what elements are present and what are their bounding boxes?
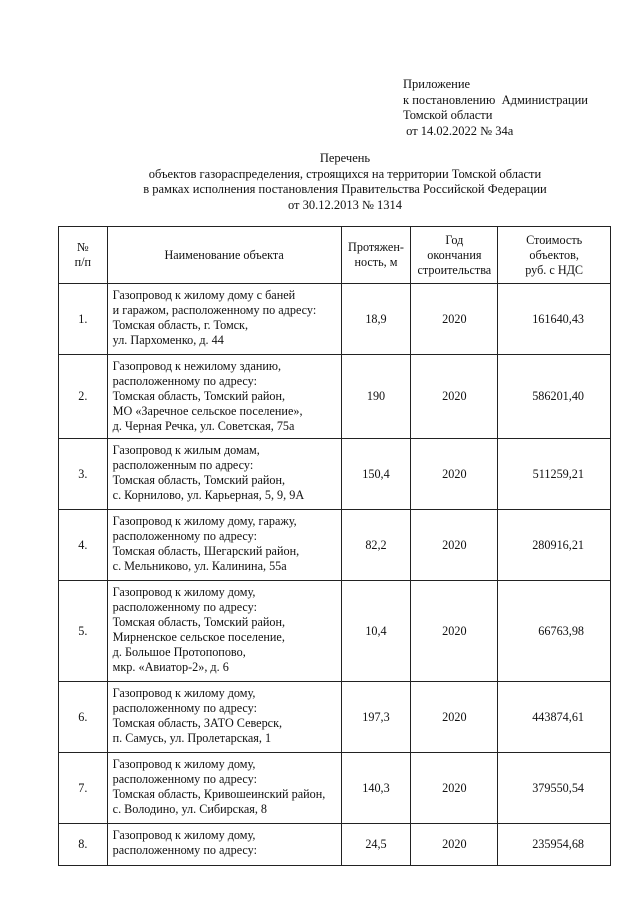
- table-row: [59, 284, 611, 355]
- appendix-line: Приложение: [403, 77, 471, 91]
- object-name-line: Томская область, ЗАТО Северск,: [112, 716, 283, 730]
- object-name-line: Газопровод к жилому дому,: [112, 757, 256, 771]
- row-number: 2.: [59, 355, 108, 439]
- header-year: [411, 227, 498, 284]
- row-number: 1.: [59, 284, 108, 355]
- object-name-line: Томская область, г. Томск,: [112, 318, 249, 332]
- object-cost: 586201,40: [498, 355, 611, 439]
- header-num-line: №: [77, 240, 89, 254]
- completion-year: 2020: [411, 284, 498, 355]
- object-name-line: Газопровод к жилому дому,: [112, 686, 256, 700]
- object-name-line: и гаражом, расположенному по адресу:: [112, 303, 317, 317]
- completion-year: 2020: [411, 753, 498, 824]
- object-name-line: МО «Заречное сельское поселение»,: [112, 404, 303, 418]
- completion-year: 2020: [411, 510, 498, 581]
- object-name: [107, 682, 341, 753]
- header-cost-line: Стоимость: [526, 232, 583, 247]
- table-row: [59, 753, 611, 824]
- object-name-line: с. Мельниково, ул. Калинина, 55а: [112, 559, 287, 573]
- object-cost: 161640,43: [498, 284, 611, 355]
- object-name-line: Газопровод к нежилому зданию,: [112, 359, 282, 373]
- object-length: 82,2: [341, 510, 411, 581]
- object-name-line: Газопровод к жилым домам,: [112, 443, 260, 457]
- object-name-line: д. Большое Протопопово,: [112, 645, 246, 659]
- completion-year: 2020: [411, 682, 498, 753]
- title-line: Перечень: [319, 151, 371, 165]
- appendix-line: от 14.02.2022 № 34а: [403, 123, 514, 138]
- object-name-line: расположенному по адресу:: [112, 374, 257, 388]
- title-line: объектов газораспределения, строящихся на территории Томской области: [148, 166, 542, 181]
- object-length: 197,3: [341, 682, 411, 753]
- header-num: [59, 227, 108, 284]
- object-cost: 379550,54: [498, 753, 611, 824]
- object-name: [107, 439, 341, 510]
- object-name-line: Газопровод к жилому дому,: [112, 585, 256, 599]
- completion-year: 2020: [411, 824, 498, 866]
- object-name-line: Томская область, Томский район,: [112, 473, 286, 487]
- object-name: [107, 581, 341, 682]
- object-name-line: с. Володино, ул. Сибирская, 8: [112, 802, 268, 816]
- appendix-line: Томской области: [403, 108, 493, 122]
- table-header-row: [59, 227, 611, 284]
- object-name-line: Газопровод к жилому дому, гаражу,: [112, 514, 297, 528]
- appendix-line: к постановлению Администрации: [403, 92, 588, 107]
- header-cost: [498, 227, 611, 284]
- object-name: [107, 510, 341, 581]
- object-cost: 443874,61: [498, 682, 611, 753]
- object-name-line: расположенным по адресу:: [112, 458, 254, 472]
- object-cost: 511259,21: [498, 439, 611, 510]
- title-line: от 30.12.2013 № 1314: [287, 197, 403, 212]
- header-length-line: Протяжен-: [348, 240, 404, 254]
- object-length: 190: [341, 355, 411, 439]
- object-name-line: ул. Пархоменко, д. 44: [112, 333, 224, 347]
- object-name-line: Томская область, Кривошеинский район,: [112, 787, 326, 801]
- header-year-line: Год: [445, 232, 464, 247]
- title-line: в рамках исполнения постановления Правительства Российской Федерации: [143, 182, 547, 196]
- object-name-line: п. Самусь, ул. Пролетарская, 1: [112, 731, 272, 745]
- table-row: [59, 581, 611, 682]
- object-name-line: мкр. «Авиатор-2», д. 6: [112, 660, 229, 674]
- object-name-line: д. Черная Речка, ул. Советская, 75а: [112, 419, 295, 433]
- object-length: 18,9: [341, 284, 411, 355]
- table-row: [59, 439, 611, 510]
- object-name-line: Газопровод к жилому дому,: [112, 828, 256, 842]
- header-year-line: строительства: [417, 262, 492, 277]
- object-cost: 280916,21: [498, 510, 611, 581]
- table-row: [59, 355, 611, 439]
- table-body: [59, 284, 611, 866]
- appendix-block: [403, 77, 588, 139]
- row-number: 5.: [59, 581, 108, 682]
- row-number: 7.: [59, 753, 108, 824]
- row-number: 8.: [59, 824, 108, 866]
- completion-year: 2020: [411, 355, 498, 439]
- object-cost: 66763,98: [498, 581, 611, 682]
- row-number: 3.: [59, 439, 108, 510]
- table-row: [59, 510, 611, 581]
- object-name-line: Томская область, Томский район,: [112, 615, 286, 629]
- object-name-line: Мирненское сельское поселение,: [112, 630, 285, 644]
- completion-year: 2020: [411, 581, 498, 682]
- object-name-line: расположенному по адресу:: [112, 843, 257, 857]
- header-cost-line: объектов,: [529, 247, 579, 262]
- object-name: [107, 284, 341, 355]
- objects-table: [58, 226, 611, 866]
- header-length: [341, 227, 411, 284]
- object-cost: 235954,68: [498, 824, 611, 866]
- object-name-line: Томская область, Шегарский район,: [112, 544, 300, 558]
- header-name: [107, 227, 341, 284]
- header-num-line: п/п: [74, 255, 92, 269]
- row-number: 4.: [59, 510, 108, 581]
- document-title: [60, 151, 630, 213]
- object-name-line: Томская область, Томский район,: [112, 389, 286, 403]
- object-name-line: Газопровод к жилому дому с баней: [112, 288, 296, 302]
- object-name-line: расположенному по адресу:: [112, 701, 257, 715]
- completion-year: 2020: [411, 439, 498, 510]
- header-length-line: ность, м: [354, 255, 398, 269]
- table-row: [59, 682, 611, 753]
- object-name: [107, 355, 341, 439]
- object-name: [107, 753, 341, 824]
- object-name-line: расположенному по адресу:: [112, 600, 257, 614]
- object-length: 150,4: [341, 439, 411, 510]
- row-number: 6.: [59, 682, 108, 753]
- table-row: [59, 824, 611, 866]
- object-name: [107, 824, 341, 866]
- object-name-line: расположенному по адресу:: [112, 529, 257, 543]
- object-name-line: расположенному по адресу:: [112, 772, 257, 786]
- header-name-line: Наименование объекта: [164, 247, 284, 262]
- header-cost-line: руб. с НДС: [525, 262, 584, 277]
- header-year-line: окончания: [427, 247, 482, 262]
- object-name-line: с. Корнилово, ул. Карьерная, 5, 9, 9А: [112, 488, 305, 502]
- object-length: 140,3: [341, 753, 411, 824]
- object-length: 24,5: [341, 824, 411, 866]
- object-length: 10,4: [341, 581, 411, 682]
